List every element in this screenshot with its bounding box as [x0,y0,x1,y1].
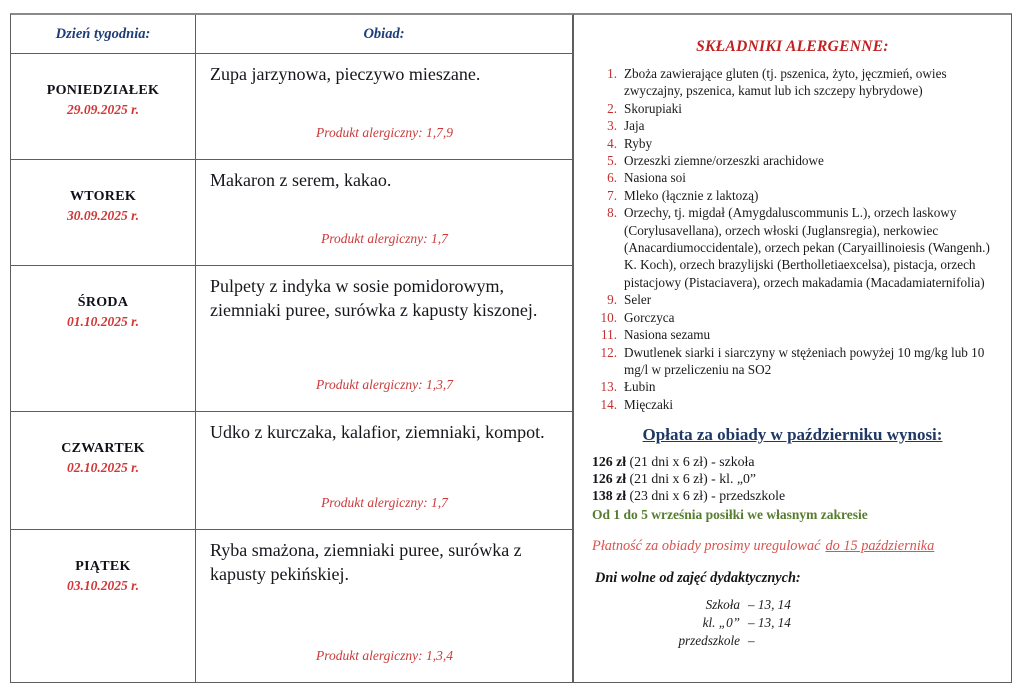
day-name: WTOREK [69,189,137,204]
allergen-number: 2. [607,100,617,116]
days-off-label: przedszkole [678,632,740,648]
meal-cell-tuesday [196,160,573,266]
allergens-title: SKŁADNIKI ALERGENNE: [696,38,889,55]
price-line-preschool [592,488,997,505]
price-line-kl0 [592,471,997,488]
meal-cell-monday [196,54,573,160]
allergen-note: Produkt alergiczny: 1,3,4 [316,648,453,663]
allergen-number: 9. [607,292,617,308]
allergen-item [588,152,997,169]
meal-text: Udko z kurczaka, kalafior, ziemniaki, kompot. [210,422,545,442]
days-off-value: – 13, 14 [748,596,791,612]
allergen-text: Orzechy, tj. migdał (Amygdaluscommunis L.), orzech laskowy (Corylusavellana), orzech włoski (Juglansregia), nerkowiec (Anacardiumoccidentale), orzech pekan (Caryaillinoiesis (Wangenh.) K. Koch), orzech brazylijski (Bertholletiaexcelsa), pistacja, orzech pistacjowy (Pistaciavera), orzech makadamia (Macadamiaternifolia) [624,205,990,290]
allergen-number: 6. [607,170,617,186]
allergen-note: Produkt alergiczny: 1,7 [321,495,448,510]
days-off-value: – [748,632,755,648]
allergen-item [588,378,997,395]
meal-column-header: Obiad: [196,15,573,54]
menu-table [10,13,573,683]
allergen-number: 14. [600,396,617,412]
allergen-item [588,187,997,204]
allergen-item [588,117,997,134]
price-amount: 138 zł [592,487,627,503]
allergen-text: Mięczaki [624,396,674,412]
day-name: ŚRODA [77,295,129,310]
day-name: PIĄTEK [75,559,131,574]
allergen-item [588,169,997,186]
days-off-label: kl. „0” [702,614,740,630]
allergen-number: 5. [607,153,617,169]
allergen-item [588,326,997,343]
price-details: (21 dni x 6 zł) - kl. „0” [626,470,756,486]
allergen-note: Produkt alergiczny: 1,7,9 [316,125,453,140]
days-off-value: – 13, 14 [748,614,791,630]
price-list [588,454,997,504]
day-date: 29.09.2025 r. [66,102,139,117]
allergen-text: Skorupiaki [624,100,682,116]
allergen-number: 3. [607,118,617,134]
payment-reminder [588,538,997,555]
allergen-text: Mleko (łącznie z laktozą) [624,187,759,203]
allergen-number: 1. [607,66,617,81]
allergens-list [588,65,997,413]
day-cell-friday [11,530,196,683]
meal-text: Pulpety z indyka w sosie pomidorowym, ziemniaki puree, surówka z kapusty kiszonej. [210,276,538,320]
allergen-item [588,344,997,379]
allergen-item [588,396,997,413]
payment-deadline: do 15 października [825,537,935,554]
price-amount: 126 zł [592,454,627,470]
day-cell-wednesday [11,266,196,412]
meal-text: Ryba smażona, ziemniaki puree, surówka z kapusty pekińskiej. [210,540,522,584]
allergen-text: Ryby [624,135,653,151]
day-date: 01.10.2025 r. [66,314,139,329]
payment-reminder-text: Płatność za obiady prosimy uregulować [592,537,821,554]
allergen-text: Seler [624,292,652,308]
meal-text: Makaron z serem, kakao. [210,170,392,190]
day-date: 30.09.2025 r. [66,208,139,223]
allergen-item [588,65,997,100]
meal-text: Zupa jarzynowa, pieczywo mieszane. [210,64,481,84]
day-date: 02.10.2025 r. [66,460,139,475]
allergen-number: 8. [607,205,617,221]
lunch-menu-sheet [10,13,1012,683]
price-line-school [592,454,997,471]
allergen-text: Jaja [624,118,645,134]
allergen-number: 11. [601,327,617,343]
days-off-label: Szkoła [705,596,740,612]
meal-cell-thursday [196,412,573,530]
day-cell-thursday [11,412,196,530]
allergen-text: Zboża zawierające gluten (tj. pszenica, żyto, jęczmień, owies zwyczajny, pszenica, kamut lub ich szczepy hybrydowe) [624,66,947,99]
day-name: PONIEDZIAŁEK [46,83,160,98]
allergen-item [588,291,997,308]
allergen-item [588,100,997,117]
days-off-schedule [618,596,997,650]
payment-heading: Opłata za obiady w październiku wynosi: [642,425,943,445]
allergen-note: Produkt alergiczny: 1,3,7 [316,377,453,392]
price-amount: 126 zł [592,470,627,486]
day-column-header: Dzień tygodnia: [11,15,196,54]
allergen-number: 7. [607,187,617,203]
allergen-number: 13. [600,379,617,395]
day-cell-monday [11,54,196,160]
allergen-item [588,204,997,291]
day-date: 03.10.2025 r. [66,578,139,593]
day-cell-tuesday [11,160,196,266]
allergen-note: Produkt alergiczny: 1,7 [321,231,448,246]
allergen-text: Łubin [624,379,656,395]
allergen-item [588,309,997,326]
allergen-item [588,135,997,152]
allergen-text: Orzeszki ziemne/orzeszki arachidowe [624,153,824,169]
days-off-heading: Dni wolne od zajęć dydaktycznych: [595,569,801,586]
price-details: (21 dni x 6 zł) - szkoła [626,454,755,470]
allergen-text: Gorczyca [624,309,675,325]
allergen-number: 4. [607,135,617,151]
meal-cell-wednesday [196,266,573,412]
day-name: CZWARTEK [61,441,145,456]
allergen-number: 10. [600,309,617,325]
allergen-text: Dwutlenek siarki i siarczyny w stężeniach powyżej 10 mg/kg lub 10 mg/l w przeliczeniu na SO2 [624,344,985,377]
allergen-text: Nasiona soi [624,170,686,186]
price-details: (23 dni x 6 zł) - przedszkole [626,487,786,503]
allergens-panel [573,13,1012,683]
meal-cell-friday [196,530,573,683]
allergen-number: 12. [600,344,617,360]
allergen-text: Nasiona sezamu [624,327,711,343]
own-meals-note: Od 1 do 5 września posiłki we własnym zakresie [592,506,868,522]
